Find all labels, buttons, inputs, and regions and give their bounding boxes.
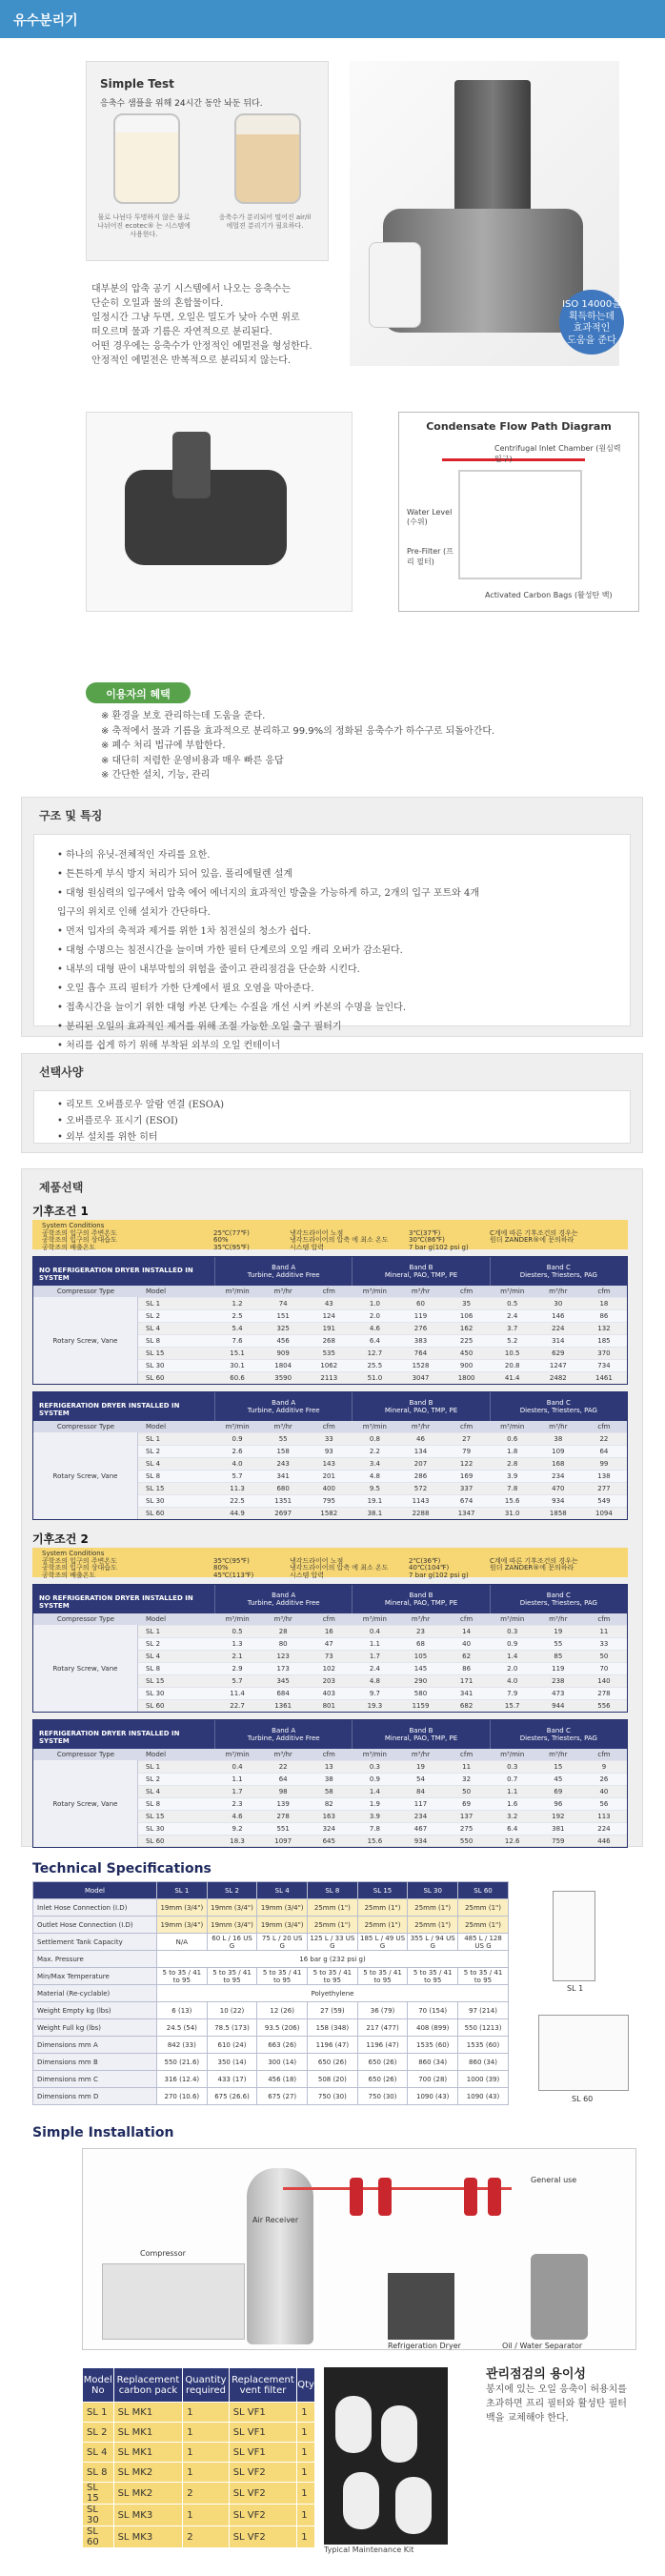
separator-product-image bbox=[350, 61, 619, 366]
table-row: SL 1 0.9 55 33 0.8 46 27 0.6 38 22 bbox=[138, 1432, 627, 1445]
table-row: SL 30 11.4 684 403 9.7 580 341 7.9 473 278 bbox=[138, 1687, 627, 1699]
table-row: SL 15 15.1 909 535 12.7 764 450 10.5 629 370 bbox=[138, 1347, 627, 1359]
air-receiver bbox=[247, 2168, 313, 2344]
tech-row: Min/Max Temperature 5 to 35 / 41 to 95 5 to 35 / 41 to 95 5 to 35 / 41 to 95 5 to 35 / 41 to 95 5 to 35 / 41 to 95 5 to 35 / 41 to 95 5 to 35 / 41 to 95 bbox=[33, 1968, 509, 1985]
maintenance-row: SL 2 SL MK1 1 SL VF1 1 bbox=[83, 2423, 315, 2443]
label-water: Water Level (수위) bbox=[407, 508, 453, 526]
structure-section bbox=[21, 797, 643, 1051]
maintenance-row: SL 30 SL MK3 1 SL VF2 1 bbox=[83, 2505, 315, 2526]
maintenance-kit-image bbox=[324, 2367, 448, 2545]
table-row: SL 4 2.1 123 73 1.7 105 62 1.4 85 50 bbox=[138, 1650, 627, 1662]
compressor-type: Rotary Screw, Vane bbox=[33, 1760, 138, 1847]
maintenance-row: SL 60 SL MK3 2 SL VF2 1 bbox=[83, 2526, 315, 2548]
flow-title: Condensate Flow Path Diagram bbox=[426, 420, 612, 433]
condition1-title: 기후조건 1 bbox=[32, 1205, 89, 1218]
caption-left: 물로 나뉜다 투명하지 않은 물로 나뉘어진 ecotec® 는 시스템에 사용한다. bbox=[97, 213, 191, 238]
table-cond1-refrig: REFRIGERATION DRYER INSTALLED IN SYSTEM Band A Turbine, Additive Free Band B Mineral, PAO, TMP, PE Band C Diesters, Triesters, PAG Compressor Type Model m³/min m³/hr cfm m³/min m³/hr cfm m³/min m³/hr cfm Rotary Screw, Vane SL 1 0.9 55 33 0.8 46 27 0.6 38 22 SL 2 2.6 158 93 2.2 134 79 1.8 109 64 SL 4 4.0 243 143 3.4 207 122 2.8 168 99 SL 8 5.7 341 201 4.8 286 169 3.9 234 138 SL 15 11.3 680 400 9.5 572 337 7.8 470 277 SL 30 22.5 1351 795 19.1 1143 674 15.6 934 549 SL 60 44.9 2697 1582 38.1 2288 1347 31.0 1858 1094 bbox=[32, 1391, 628, 1520]
emulsion-sample-jar bbox=[234, 113, 301, 204]
cutaway-image bbox=[86, 412, 353, 612]
table-row: SL 15 4.6 278 163 3.9 234 137 3.2 192 113 bbox=[138, 1810, 627, 1822]
tech-row: Weight Full kg (lbs) 24.5 (54) 78.5 (173) 93.5 (206) 158 (348) 217 (477) 408 (899) 550 (1213) bbox=[33, 2019, 509, 2037]
table-cond1-no-refrig: NO REFRIGERATION DRYER INSTALLED IN SYSTEM Band A Turbine, Additive Free Band B Mineral, PAO, TMP, PE Band C Diesters, Triesters, PAG Compressor Type Model m³/min m³/hr cfm m³/min m³/hr cfm m³/min m³/hr cfm Rotary Screw, Vane SL 1 1.2 74 43 1.0 60 35 0.5 30 18 SL 2 2.5 151 124 2.0 119 106 2.4 146 86 SL 4 5.4 325 191 4.6 276 162 3.7 224 132 SL 8 7.6 456 268 6.4 383 225 5.2 314 185 SL 15 15.1 909 535 12.7 764 450 10.5 629 370 SL 30 30.1 1804 1062 25.5 1528 900 20.8 1247 734 SL 60 60.6 3590 2113 51.0 3047 1800 41.4 2482 1461 bbox=[32, 1256, 628, 1385]
table-row: SL 15 11.3 680 400 9.5 572 337 7.8 470 277 bbox=[138, 1482, 627, 1494]
table-title: REFRIGERATION DRYER INSTALLED IN SYSTEM bbox=[39, 1730, 180, 1745]
dryer bbox=[388, 2273, 454, 2340]
dimension-figure bbox=[534, 1881, 638, 2110]
structure-title: 구조 및 특징 bbox=[39, 809, 103, 822]
options-title: 선택사양 bbox=[39, 1065, 84, 1079]
table-row: SL 2 2.6 158 93 2.2 134 79 1.8 109 64 bbox=[138, 1445, 627, 1457]
table-row: SL 8 5.7 341 201 4.8 286 169 3.9 234 138 bbox=[138, 1470, 627, 1482]
label-inlet: Centrifugal Inlet Chamber (원심력 입구) bbox=[494, 444, 621, 463]
table-row: SL 1 1.2 74 43 1.0 60 35 0.5 30 18 bbox=[138, 1297, 627, 1309]
structure-list: • 하나의 유닛-전체적인 자리를 요한. • 튼튼하게 부식 방지 처리가 되어 있음. 폴리에틸렌 설계 • 대형 원심력의 입구에서 압축 에어 에너지의 효과적인 방출을 가능하게 하고, 2개의 입구 포트와 4개 입구의 위치로 인해 설치가 간단하다. • 먼저 입자의 축적과 제거를 위한 1차 침전실의 청소가 쉽다. • 대형 수명으는 침전시간을 늘이며 가한 필터 단계로의 오일 캐리 오버가 감소된다. • 내부의 대형 판이 내부막힘의 위험을 줄이고 관리점검을 단순화 시킨다. • 오일 흡수 프리 필터가 가한 단계에서 필요 오염을 막아준다. • 접촉시간을 늘이기 위한 대형 카본 단계는 수질을 개선 시켜 카본의 수명을 늘인다. • 분리된 오일의 효과적인 제거를 위해 조절 가능한 오일 출구 필터기 • 처리를 쉽게 하기 위해 부착된 외부의 오일 컨테이너 bbox=[57, 850, 480, 1051]
clear-sample-jar bbox=[113, 113, 180, 204]
table-row: SL 15 5.7 345 203 4.8 290 171 4.0 238 140 bbox=[138, 1674, 627, 1687]
tech-row: Material (Re-cyclable) Polyethylene bbox=[33, 1985, 509, 2002]
fig-label-sl1: SL 1 bbox=[567, 1984, 584, 1993]
table-row: SL 2 1.3 80 47 1.1 68 40 0.9 55 33 bbox=[138, 1637, 627, 1650]
flow-path-diagram bbox=[398, 412, 639, 612]
table-row: SL 30 9.2 551 324 7.8 467 275 6.4 381 224 bbox=[138, 1822, 627, 1835]
table-row: SL 2 2.5 151 124 2.0 119 106 2.4 146 86 bbox=[138, 1309, 627, 1322]
tech-row: Max. Pressure 16 bar g (232 psi g) bbox=[33, 1951, 509, 1968]
separator-column bbox=[454, 80, 531, 223]
title-bar bbox=[0, 0, 665, 38]
caption-right: 응축수가 분리되어 떨어진 air/il 에멀젼 분리기가 필요하다. bbox=[218, 213, 312, 230]
installation-diagram: Air Receiver Compressor General use Refrigeration Dryer Oil / Water Separator bbox=[82, 2148, 636, 2350]
table-cond2-refrig: REFRIGERATION DRYER INSTALLED IN SYSTEM Band A Turbine, Additive Free Band B Mineral, PAO, TMP, PE Band C Diesters, Triesters, PAG Compressor Type Model m³/min m³/hr cfm m³/min m³/hr cfm m³/min m³/hr cfm Rotary Screw, Vane SL 1 0.4 22 13 0.3 19 11 0.3 15 9 SL 2 1.1 64 38 0.9 54 32 0.7 45 26 SL 4 1.7 98 58 1.4 84 50 1.1 69 40 SL 8 2.3 139 82 1.9 117 69 1.6 96 56 SL 15 4.6 278 163 3.9 234 137 3.2 192 113 SL 30 9.2 551 324 7.8 467 275 6.4 381 224 SL 60 18.3 1097 645 15.6 934 550 12.6 759 446 bbox=[32, 1719, 628, 1848]
table-row: SL 4 1.7 98 58 1.4 84 50 1.1 69 40 bbox=[138, 1785, 627, 1797]
simple-test-panel bbox=[86, 61, 329, 261]
tech-spec-table bbox=[32, 1881, 509, 2105]
fig-label-sl60: SL 60 bbox=[572, 2095, 594, 2103]
table-row: SL 30 30.1 1804 1062 25.5 1528 900 20.8 1247 734 bbox=[138, 1359, 627, 1371]
label-carbon: Activated Carbon Bags (활성탄 백) bbox=[485, 591, 613, 599]
table-row: SL 4 5.4 325 191 4.6 276 162 3.7 224 132 bbox=[138, 1322, 627, 1334]
maintenance-row: SL 8 SL MK2 1 SL VF2 1 bbox=[83, 2463, 315, 2483]
table-cond2-no-refrig: NO REFRIGERATION DRYER INSTALLED IN SYSTEM Band A Turbine, Additive Free Band B Mineral, PAO, TMP, PE Band C Diesters, Triesters, PAG Compressor Type Model m³/min m³/hr cfm m³/min m³/hr cfm m³/min m³/hr cfm Rotary Screw, Vane SL 1 0.5 28 16 0.4 23 14 0.3 19 11 SL 2 1.3 80 47 1.1 68 40 0.9 55 33 SL 4 2.1 123 73 1.7 105 62 1.4 85 50 SL 8 2.9 173 102 2.4 145 86 2.0 119 70 SL 15 5.7 345 203 4.8 290 171 4.0 238 140 SL 30 11.4 684 403 9.7 580 341 7.9 473 278 SL 60 22.7 1361 801 19.3 1159 682 15.7 944 556 bbox=[32, 1584, 628, 1713]
condition2-box: System Conditions 공학조의 입구의 주변온도 공학조의 입구의 상대습도 공학조의 배출온도 35℃(95℉) 80% 45℃(113℉) 냉각드라이어 노점 냉각드라이어의 압축 에 최소 온도 시스템 압력 2℃(36℉) 40℃(104℉) 7 bar g(102 psi g) C계에 따른 기후조건의 경우는 원더 ZANDER®에 문의하라 bbox=[32, 1548, 628, 1577]
intro-description: 대부분의 압축 공기 시스템에서 나오는 응축수는 단순히 오일과 물의 혼합물이다. 일정시간 그냥 두면, 오일은 밀도가 낮아 수면 위로 떠오르며 물과 기름은 자연적으로 분리된다. 어떤 경우에는 응축수가 안정적인 에멀전을 형성한다. 안정적인 에멀전은 반복적으로 분리되지 않는다. bbox=[91, 284, 312, 366]
maintenance-table: Model No Replacement carbon pack Quantity required Replacement vent filter Qty SL 1 SL MK1 1 SL VF1 1 SL 2 SL MK1 1 SL VF1 1 SL 4 SL MK1 1 SL VF1 1 SL 8 SL MK2 1 SL VF2 1 SL 15 SL MK2 2 SL VF2 1 SL 30 SL MK3 1 SL VF2 1 SL 60 SL MK3 2 SL VF2 1 bbox=[82, 2367, 315, 2548]
table-row: SL 8 7.6 456 268 6.4 383 225 5.2 314 185 bbox=[138, 1334, 627, 1347]
page-title: 유수분리기 bbox=[13, 13, 78, 29]
maintenance-desc: 봉지에 있는 오일 응축이 허용치를 초과하면 프리 필터와 활성탄 필터 백을 교체해야 한다. bbox=[486, 2384, 627, 2424]
options-section bbox=[21, 1053, 643, 1153]
table-row: SL 8 2.9 173 102 2.4 145 86 2.0 119 70 bbox=[138, 1662, 627, 1674]
tech-row: Settlement Tank Capacity N/A 60 L / 16 US G 75 L / 20 US G 125 L / 33 US G 185 L / 49 US G 355 L / 94 US G 485 L / 128 US G bbox=[33, 1934, 509, 1951]
condition1-box: System Conditions 공학조의 입구의 주변온도 공학조의 입구의 상대습도 공학조의 배출온도 25℃(77℉) 60% 35℃(95℉) 냉각드라이어 노점 냉각드라이어의 압축 에 최소 온도 시스템 압력 3℃(37℉) 30℃(86℉) 7 bar g(102 psi g) C계에 따른 기후조건의 경우는 원더 ZANDER®에 문의하라 bbox=[32, 1220, 628, 1249]
tech-row: Weight Empty kg (lbs) 6 (13) 10 (22) 12 (26) 27 (59) 36 (79) 70 (154) 97 (214) bbox=[33, 2002, 509, 2019]
kit-caption: Typical Maintenance Kit bbox=[324, 2546, 414, 2554]
maintenance-title: 관리점검의 용이성 bbox=[486, 2367, 586, 2382]
selection-title: 제품선택 bbox=[39, 1181, 84, 1194]
table-row: SL 8 2.3 139 82 1.9 117 69 1.6 96 56 bbox=[138, 1797, 627, 1810]
table-row: SL 2 1.1 64 38 0.9 54 32 0.7 45 26 bbox=[138, 1773, 627, 1785]
table-row: SL 1 0.4 22 13 0.3 19 11 0.3 15 9 bbox=[138, 1760, 627, 1773]
table-row: SL 60 18.3 1097 645 15.6 934 550 12.6 759 446 bbox=[138, 1835, 627, 1847]
oil-container bbox=[369, 242, 421, 328]
table-title: NO REFRIGERATION DRYER INSTALLED IN SYSTEM bbox=[39, 1594, 193, 1610]
compressor bbox=[102, 2263, 245, 2340]
maintenance-row: SL 4 SL MK1 1 SL VF1 1 bbox=[83, 2443, 315, 2463]
options-list: • 리모트 오버플로우 알람 연결 (ESOA) • 오버플로우 표시기 (ESOI) • 외부 설치를 위한 히터 bbox=[57, 1100, 225, 1143]
tech-row: Outlet Hose Connection (I.D) 19mm (3/4") 19mm (3/4") 19mm (3/4") 25mm (1") 25mm (1") 25mm (1") 25mm (1") bbox=[33, 1917, 509, 1934]
compressor-type: Rotary Screw, Vane bbox=[33, 1297, 138, 1384]
condition2-title: 기후조건 2 bbox=[32, 1532, 89, 1546]
table-title: REFRIGERATION DRYER INSTALLED IN SYSTEM bbox=[39, 1402, 180, 1417]
compressor-type: Rotary Screw, Vane bbox=[33, 1432, 138, 1519]
benefits-list: ※ 환경을 보호 관리하는데 도움을 준다. ※ 축적에서 물과 기름을 효과적으로 분리하고 99.9%의 정화된 응축수가 하수구로 되돌아간다. ※ 폐수 처리 법규에 부합한다. ※ 대단히 저렴한 운영비용과 매우 빠른 응답 ※ 간단한 설치, 기능, 관리 bbox=[101, 711, 495, 781]
iso-badge: ISO 14000을 획득하는데 효과적인 도움을 준다 bbox=[559, 290, 624, 355]
maintenance-row: SL 1 SL MK1 1 SL VF1 1 bbox=[83, 2403, 315, 2423]
table-row: SL 60 60.6 3590 2113 51.0 3047 1800 41.4 2482 1461 bbox=[138, 1371, 627, 1384]
tech-title: Technical Specifications bbox=[32, 1861, 212, 1876]
table-row: SL 1 0.5 28 16 0.4 23 14 0.3 19 11 bbox=[138, 1625, 627, 1637]
simple-test-subtitle: 응축수 샘플을 위해 24시간 동안 놔둔 뒤다. bbox=[100, 99, 263, 109]
installation-title: Simple Installation bbox=[32, 2125, 174, 2140]
table-row: SL 60 44.9 2697 1582 38.1 2288 1347 31.0 1858 1094 bbox=[138, 1507, 627, 1519]
benefits-title: 이용자의 혜택 bbox=[86, 682, 191, 703]
label-prefilter: Pre-Filter (프리 필터) bbox=[407, 547, 453, 566]
tech-header-row: Model SL 1 SL 2 SL 4 SL 8 SL 15 SL 30 SL 60 bbox=[33, 1882, 509, 1899]
table-title: NO REFRIGERATION DRYER INSTALLED IN SYSTEM bbox=[39, 1267, 193, 1282]
oil-water-separator bbox=[531, 2254, 588, 2340]
table-row: SL 4 4.0 243 143 3.4 207 122 2.8 168 99 bbox=[138, 1457, 627, 1470]
tech-row: Dimensions mm C 316 (12.4) 433 (17) 456 (18) 508 (20) 650 (26) 700 (28) 1000 (39) bbox=[33, 2071, 509, 2088]
maintenance-row: SL 15 SL MK2 2 SL VF2 1 bbox=[83, 2483, 315, 2505]
simple-test-title: Simple Test bbox=[100, 77, 174, 91]
table-row: SL 60 22.7 1361 801 19.3 1159 682 15.7 944 556 bbox=[138, 1699, 627, 1712]
tech-row: Dimensions mm A 842 (33) 610 (24) 663 (26) 1196 (47) 1196 (47) 1535 (60) 1535 (60) bbox=[33, 2037, 509, 2054]
tech-model-header: Model bbox=[33, 1882, 157, 1899]
tech-row: Inlet Hose Connection (I.D) 19mm (3/4") 19mm (3/4") 19mm (3/4") 25mm (1") 25mm (1") 25mm (1") 25mm (1") bbox=[33, 1899, 509, 1917]
tech-row: Dimensions mm D 270 (10.6) 675 (26.6) 675 (27) 750 (30) 750 (30) 1090 (43) 1090 (43) bbox=[33, 2088, 509, 2105]
tech-row: Dimensions mm B 550 (21.6) 350 (14) 300 (14) 650 (26) 650 (26) 860 (34) 860 (34) bbox=[33, 2054, 509, 2071]
table-row: SL 30 22.5 1351 795 19.1 1143 674 15.6 934 549 bbox=[138, 1494, 627, 1507]
compressor-type: Rotary Screw, Vane bbox=[33, 1625, 138, 1712]
